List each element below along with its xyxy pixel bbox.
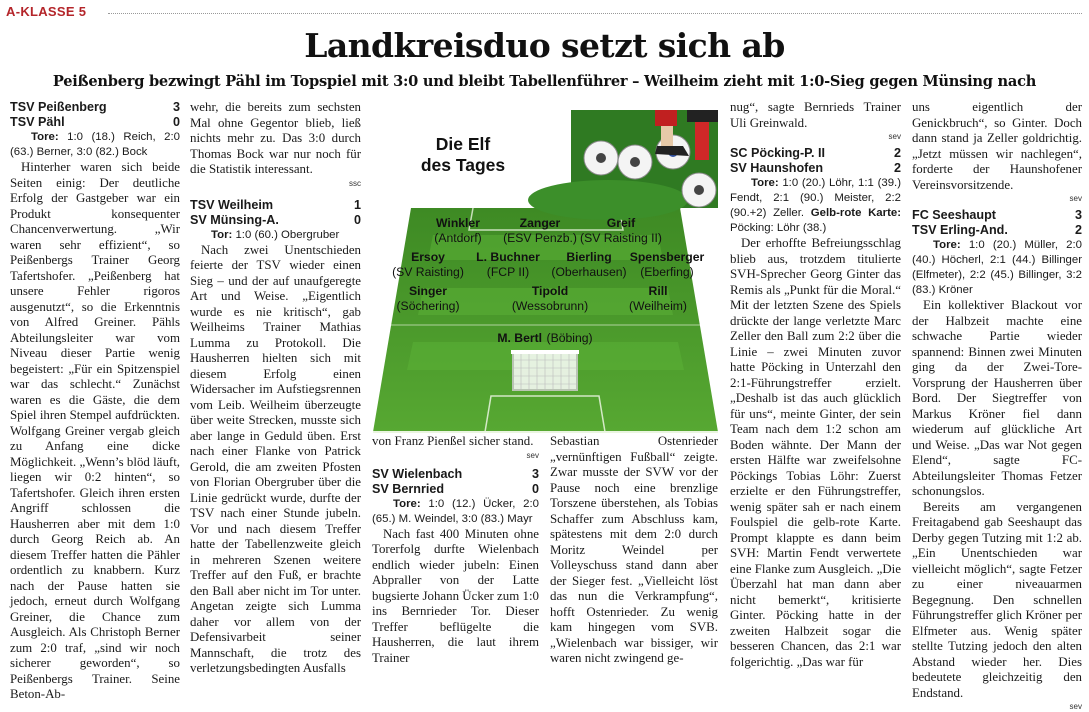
home-team: TSV Weilheim — [190, 197, 274, 212]
column-4 — [550, 434, 718, 665]
player-spensberger: Spensberger (Eberfing) — [629, 250, 705, 279]
match-score-seeshaupt-erling — [912, 208, 1082, 238]
player-singer: Singer (Söchering) — [396, 284, 460, 313]
goals-line: Tore: 1:0 (18.) Reich, 2:0 (63.) Berner, 3:0 (82.) Bock — [10, 131, 180, 158]
match-score-peissenberg-paehl — [10, 100, 180, 130]
article-paragraph: Nach zwei Unentschieden feierte der TSV wieder einen Sieg – und der auf unaufgeregte Art und Weise. „Eigentlich wurde es nie kritisch“, gab Weilheims Trainer Mathias Lumma zu Protokoll. Die Hausherren hielten sich mit diesem Erfolg einen Widersacher im Aufstiegsrennen vom Leib. Weilheim überzeugte über weite Strecken, musste sich aber lange in Geduld üben. Erst nach einer Flanke von Patrick Gerold, die am zweiten Pfosten von Florian Obergruber über die Linie gedrückt wurde, durfte der TSV nach einer Stunde jubeln. Vor und nach diesem Treffer hatte der Tabellenzweite gleich in mehreren Szenen weitere Treffer auf den Fuß, er brachte den Ball aber nicht im Tor unter. Angetan zeigte sich Lumma daher vor allem von der Defensivarbeit seiner Mannschaft, die trotz des verletzungsbedingten Ausfalls — [190, 242, 361, 675]
column-5 — [730, 100, 901, 669]
author-signature: sev — [888, 132, 901, 141]
away-score: 0 — [353, 212, 361, 227]
home-score: 3 — [1074, 208, 1082, 222]
away-score: 0 — [172, 115, 180, 129]
article-paragraph: Hinterher waren sich beide Seiten einig: Der deutliche Erfolg der Gastgeber war ein Produkt konsequenter Chancenverwertung. „Wir waren sehr effizient“, so Peißenbergs Trainer Georg Tafertshofer. „Peißenberg hat unsere Fehler rigoros ausgenutzt“, so die Erkenntnis von Alfred Greiner. Pähls Abteilungsleiter war vom Niveau dieser Partie wenig begeistert: „Für ein Spitzenspiel war das schlecht.“ Zunächst waren es die Gäste, die dem Spiel ihren Stempel aufdrückten. Wolfgang Greiner vergab gleich zu Anfang eine dicke Möglichkeit. „Wenn’s blöd läuft, liegen wir 0:2 hinten“, so Tafertshofer. Gleich ihren ersten Angriff schlossen die Hausherren aber mit dem 1:0 durch Georg Reich ab. An diesem Treffer hatten die Pähler ordentlich zu knabbern. Kurz nach der Pause hatten sie jedoch, erneut durch Wolfgang Greiner, die Chance zum Ausgleich. Als Christoph Berner zum 2:0 traf, „sind wir noch sicherer geworden“, so Peißenbergs Trainer. Seine Beton-Ab- — [10, 160, 180, 701]
home-score: 3 — [172, 100, 180, 114]
player-l-buchner: L. Buchner (FCP II) — [476, 250, 540, 279]
article-paragraph: Ein kollektiver Blackout vor der Halbzeit machte eine schwache Partie wieder spannend: Binnen zwei Minuten ging da der Zwei-Tore-Vorsprung der Hausherren über Bord. Der Siegtreffer von Markus Kröner fiel dann wiederum auf glückliche Art und Weise. „Das war Not gegen Elend“, sagte FC-Abteilungsleiter Thomas Fetzer schonungslos. — [912, 298, 1082, 498]
player-bierling: Bierling (Oberhausen) — [551, 250, 627, 279]
subhead: Peißenberg bezwingt Pähl im Topspiel mit 3:0 und bleibt Tabellenführer – Weilheim zieht mit 1:0-Sieg gegen Münsing nach — [52, 73, 1037, 90]
team-of-the-day-graphic — [373, 110, 718, 432]
section-label: A-KLASSE 5 — [6, 4, 87, 19]
away-score: 0 — [531, 481, 539, 496]
article-paragraph: wehr, die bereits zum sechsten Mal ohne Gegentor blieb, ließ nichts mehr zu. Das 3:0 durch Thomas Bock war nur noch für die Statistik interessant. — [190, 100, 361, 176]
column-1 — [10, 100, 180, 701]
player-tipold: Tipold (Wessobrunn) — [511, 284, 589, 313]
home-score: 3 — [531, 466, 539, 481]
away-team: SV Bernried — [372, 481, 445, 496]
column-3 — [372, 434, 539, 665]
player-greif: Greif (SV Raisting II) — [580, 216, 662, 245]
away-team: TSV Erling-And. — [912, 223, 1008, 237]
goals-line: Tor: 1:0 (60.) Obergruber — [211, 228, 340, 241]
player-m-bertl: M. Bertl (Böbing) — [497, 331, 593, 345]
author-signature: sev — [1069, 702, 1082, 711]
team-of-the-day-title: Die Elf des Tages — [420, 134, 506, 175]
match-score-poecking-haunshofen — [730, 146, 901, 176]
goals-line: Tore: 1:0 (20.) Löhr, 1:1 (39.) Fendt, 2:1 (90.) Meister, 2:2 (90.+2) Zeller. Gelb-rote Karte: Pöcking: Löhr (38.) — [730, 177, 901, 234]
goal-net-icon — [511, 350, 579, 390]
away-team: SV Münsing-A. — [190, 212, 279, 227]
article-paragraph: von Franz Pienßel sicher stand. — [372, 434, 534, 448]
away-score: 2 — [1074, 223, 1082, 237]
match-score-weilheim-muensing — [190, 198, 361, 228]
player-rill: Rill (Weilheim) — [628, 284, 687, 313]
away-team: TSV Pähl — [10, 115, 65, 129]
article-paragraph: nug“, sagte Bernrieds Trainer Uli Greinwald. — [730, 100, 901, 130]
goals-line: Tore: 1:0 (12.) Ücker, 2:0 (65.) M. Weindel, 3:0 (83.) Mayr — [372, 497, 539, 525]
article-paragraph: Der erhoffte Befreiungsschlag blieb aus, trotzdem titulierte SVH-Sprecher Georg Ginter das Remis als „Punkt für die Moral.“ Mit der letzten Szene des Spiels drückte der lange verletzte Marc Zeller den Ball zum 2:2 über die Linie – zwei Minuten zuvor hatte Pöcking in Unterzahl den 2:1-Führungstreffer erzielt. „Deshalb ist das auch glücklich für uns“, meinte Ginter, der sein Team nach dem 1:2 schon am Boden wähnte. Der Mann der ersten Hälfte war zweifelsohne Pöckings Tobias Löhr: Zuerst erzielte er den Führungstreffer, wenig später sah er nach einem Foulspiel die gelb-rote Karte. Prompt klappte es dann beim SVH: Martin Fendt verwertete eine Flanke zum Ausgleich. „Die Überzahl hat man dann aber nicht bemerkt“, kritisierte Ginter. Pöcking hatte in der zweiten Halbzeit sogar die besseren Chancen, das 2:1 war folgerichtig. „Das war für — [730, 236, 901, 669]
home-team: SC Pöcking-P. II — [730, 146, 825, 160]
player-ersoy: Ersoy (SV Raisting) — [392, 250, 464, 279]
article-paragraph: Nach fast 400 Minuten ohne Torerfolg durfte Wielenbach endlich wieder jubeln: Einen Abpraller von der Latte bugsierte Johann Ücker zum 1:0 ins Bernrieder Tor. Dieser Treffer beflügelte die Hausherren, die laut ihrem Trainer — [372, 526, 539, 665]
article-paragraph: Sebastian Ostenrieder „vernünftigen Fußball“ zeigte. Zwar musste der SVW vor der Pause noch eine brenzlige Torszene überstehen, als Tobias Schaffer zum Abschluss kam, spätestens mit dem 2:0 durch Moritz Weindel per Volleyschuss stand dann aber der Sieger fest. „Vielleicht löst das nun die Verkrampfung“, hofft Ostenrieder. Zu wenig kam hingegen vom SVB. „Wielenbach war bissiger, wir waren nicht zwingend ge- — [550, 434, 718, 665]
goals-line: Tore: 1:0 (20.) Müller, 2:0 (40.) Höcherl, 2:1 (44.) Billinger (Elfmeter), 2:2 (45.) Billinger, 3:2 (83.) Kröner — [912, 239, 1082, 296]
home-team: FC Seeshaupt — [912, 208, 996, 222]
home-score: 1 — [353, 197, 361, 212]
author-signature: sev — [1069, 194, 1082, 203]
player-winkler: Winkler (Antdorf) — [434, 216, 482, 245]
away-score: 2 — [893, 161, 901, 175]
match-score-wielenbach-bernried — [372, 467, 539, 497]
column-6 — [912, 100, 1082, 711]
home-score: 2 — [893, 146, 901, 160]
section-rule — [108, 13, 1082, 14]
author-signature: ssc — [349, 178, 361, 188]
section-header — [6, 4, 1082, 20]
home-team: SV Wielenbach — [372, 466, 463, 481]
player-zanger: Zanger (ESV Penzb.) — [503, 216, 577, 245]
author-signature: sev — [526, 450, 539, 460]
article-paragraph: Bereits am vergangenen Freitagabend gab Seeshaupt das Derby gegen Tutzing mit 1:2 ab. „Ein Unentschieden war vielleicht möglich“, sagte Fetzer zu einer niveauarmen Begegnung. Den schnellen Führungstreffer glich Kröner per Elfmeter aus. Wenig später stellte Tutzing jedoch den alten Abstand wieder her. Dies bedeutete gleichzeitig den Endstand. — [912, 499, 1082, 700]
away-team: SV Haunshofen — [730, 161, 824, 175]
home-team: TSV Peißenberg — [10, 100, 107, 114]
headline: Landkreisduo setzt sich ab — [304, 26, 785, 65]
article-paragraph: uns eigentlich der Genickbruch“, so Ginter. Doch dann stand ja Zeller goldrichtig. „Jetzt müssen wir nachlegen“, forderte der Haunshofener Vereinsvorsitzende. — [912, 100, 1082, 192]
column-2 — [190, 100, 361, 675]
